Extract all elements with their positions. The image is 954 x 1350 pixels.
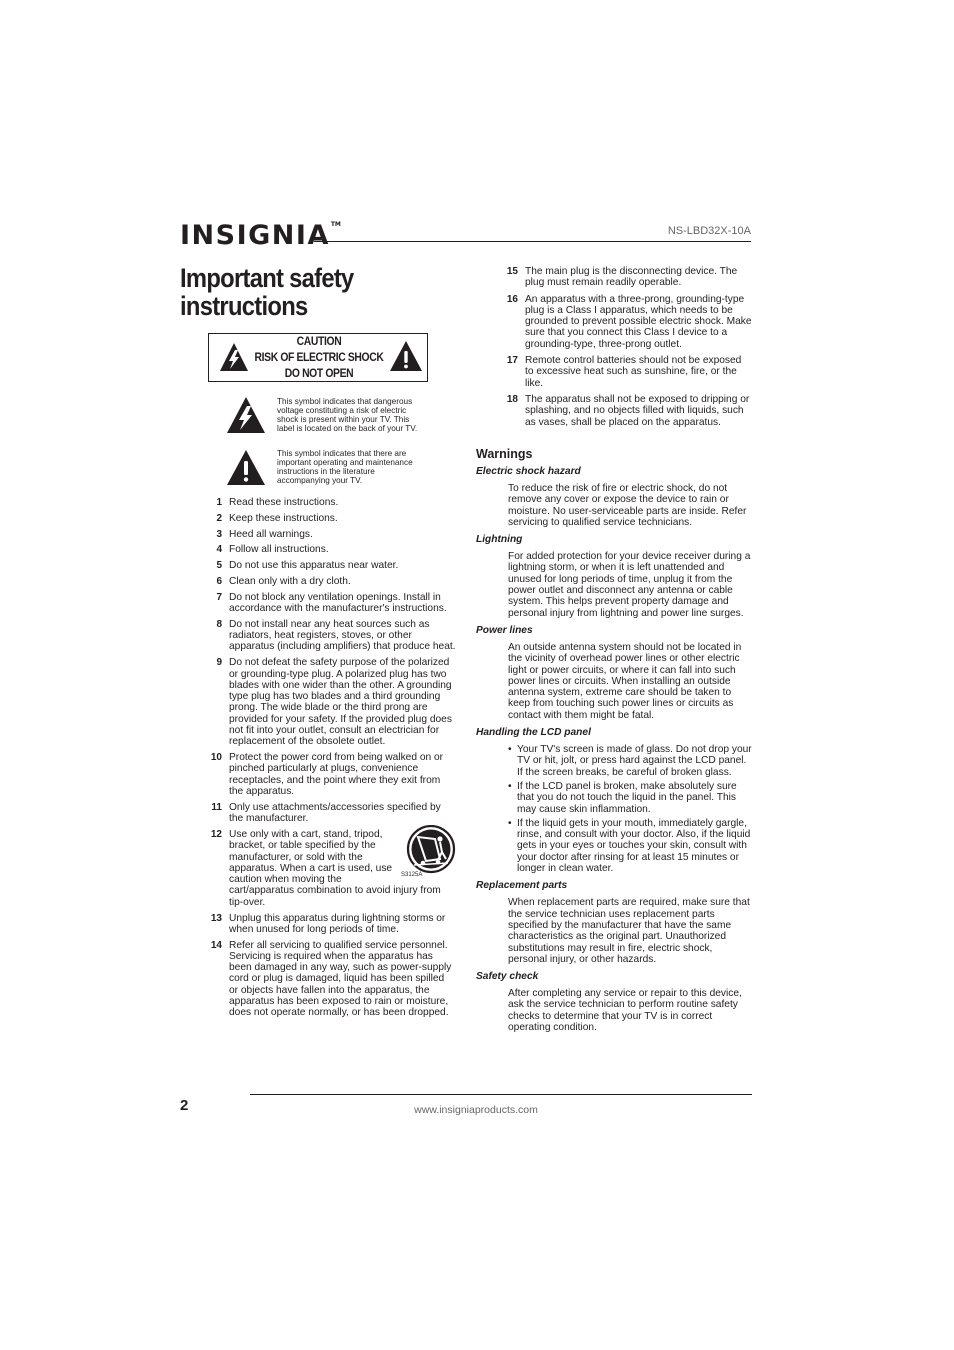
list-item: 8 Do not install near any heat sources such as radiators, heat registers, stoves, or other apparatus (including amplifiers) that produce heat. — [216, 618, 456, 653]
footer-url: www.insigniaproducts.com — [414, 1104, 538, 1116]
list-item: 2 Keep these instructions. — [216, 512, 338, 524]
section-heading: Replacement parts — [476, 880, 568, 892]
section-paragraph: For added protection for your device receiver during a lightning storm, or when it is left unattended and unused for long periods of time, unplug it from the power outlet and disconnect any antenna or cable system. This helps prevent property damage and personal injury from lightning and power line surges. — [508, 551, 751, 619]
exclamation-triangle-icon — [389, 340, 423, 372]
warnings-section — [476, 447, 752, 1033]
bullet-item: • Your TV's screen is made of glass. Do not drop your TV or hit, jolt, or press hard against the LCD panel. If the screen breaks, be careful of broken glass. — [509, 744, 752, 778]
bullet-item: • If the liquid gets in your mouth, immediately gargle, rinse, and consult with your doctor. Also, if the liquid gets in your eyes or touches your skin, consult with your doctor after rinsing for at least 15 minutes or longer in clean water. — [509, 818, 752, 874]
list-item: 13 Unplug this apparatus during lightning storms or when unused for long periods of time. — [210, 912, 446, 935]
list-item: 9 Do not defeat the safety purpose of the polarized or grounding-type plug. A polarized plug has two blades with one wider than the other. A grounding type plug has two blades and a third grounding prong. The wide blade or the third prong are provided for your safety. If the provided plug does not fit into your outlet, consult an electrician for replacement of the obsolete outlet. — [216, 657, 452, 748]
list-item: 5 Do not use this apparatus near water. — [216, 560, 399, 572]
bullet-list — [509, 744, 752, 874]
section-paragraph: An outside antenna system should not be located in the vicinity of overhead power lines or other electric light or power circuits, or where it can fall into such power lines or circuits. When installing an outside antenna system, extreme care should be taken to keep from touching such power lines or circuits as contact with them might be fatal. — [508, 641, 742, 721]
list-item: 6 Clean only with a dry cloth. — [216, 575, 351, 587]
list-item: 15 The main plug is the disconnecting device. The plug must remain readily operable. — [506, 266, 738, 289]
list-item: 11 Only use attachments/accessories specified by the manufacturer. — [211, 801, 441, 825]
list-item: 14 Refer all servicing to qualified service personnel. Servicing is required when the apparatus has been damaged in any way, such as power-supply cord or plug is damaged, liquid has been spilled or objects have fallen into the apparatus, the apparatus has been exposed to rain or moisture, does not operate normally, or has been dropped. — [210, 939, 452, 1019]
section-heading: Lightning — [476, 534, 523, 546]
list-item: 7 Do not block any ventilation openings. Install in accordance with the manufacturer's instructions. — [216, 591, 447, 615]
page-title: Important safety instructions — [180, 263, 354, 321]
section-heading: Safety check — [476, 971, 539, 983]
brand-logo: INSIGNIA™ — [180, 220, 341, 251]
exclamation-triangle-icon — [226, 449, 266, 486]
lightning-triangle-icon — [226, 396, 266, 434]
caution-text: CAUTION RISK OF ELECTRIC SHOCK DO NOT OPEN — [254, 336, 384, 380]
section-paragraph: To reduce the risk of fire or electric shock, do not remove any cover or expose the device to rain or moisture. No user-serviceable parts are inside. Refer servicing to qualified service technicians. — [508, 483, 747, 528]
list-item: 16 An apparatus with a three-prong, grounding-type plug is a Class I apparatus, which needs to be grounded to prevent possible electric shock. Make sure that you connect this Class I device to a grounding-type, three-prong outlet. — [506, 293, 752, 350]
section-heading: Power lines — [476, 624, 533, 636]
list-item: 3 Heed all warnings. — [216, 528, 313, 540]
list-item: 10 Protect the power cord from being walked on or pinched particularly at plugs, convenience receptacles, and the point where they exit from the apparatus. — [210, 752, 444, 798]
caution-label — [208, 333, 428, 382]
header-rule — [314, 241, 751, 242]
page-number: 2 — [180, 1097, 189, 1114]
model-number: NS-LBD32X-10A — [667, 225, 751, 237]
section-paragraph: After completing any service or repair to this device, ask the service technician to perform routine safety checks to determine that your TV is in correct operating condition. — [508, 988, 742, 1033]
list-item: 1 Read these instructions. — [216, 497, 339, 508]
bullet-item: • If the LCD panel is broken, make absolutely sure that you do not touch the liquid in the panel. This may cause skin inflammation. — [509, 781, 752, 815]
footer-rule — [250, 1094, 752, 1095]
list-item: 12 Use only with a cart, stand, tripod, bracket, or table specified by the manufacturer, or sold with the apparatus. When a cart is used, use caution when moving the S3125A cart/apparatus combination to avoid injury from tip-over. — [200, 829, 456, 908]
section-heading: Electric shock hazard — [476, 466, 581, 477]
list-item: 18 The apparatus shall not be exposed to dripping or splashing, and no objects filled with liquids, such as vases, shall be placed on the apparatus. — [506, 393, 750, 428]
list-item: 17 Remote control batteries should not be exposed to excessive heat such as sunshine, fire, or the like. — [506, 355, 742, 389]
section-heading: Handling the LCD panel — [476, 727, 591, 739]
warnings-heading: Warnings — [476, 447, 533, 461]
section-paragraph: When replacement parts are required, make sure that the service technician uses replacement parts specified by the manufacturer that have the same characteristics as the original part. Unauthorized substitutions may result in fire, electric shock, personal injury, or other hazards. — [508, 897, 750, 965]
instructions-list-right — [496, 266, 752, 433]
symbol-description: This symbol indicates that dangerous voltage constituting a risk of electric shock is present within your TV. This label is located on the back of your TV. — [277, 397, 418, 434]
instructions-list-left — [200, 497, 456, 1023]
symbol-description: This symbol indicates that there are important operating and maintenance instructions in the literature accompanying your TV. — [277, 449, 413, 486]
cart-icon-label: S3125A — [401, 871, 423, 878]
cart-warning-icon — [404, 825, 456, 875]
lightning-triangle-icon — [219, 342, 249, 372]
trademark-mark: TM — [330, 221, 341, 228]
list-item: 4 Follow all instructions. — [216, 544, 329, 556]
